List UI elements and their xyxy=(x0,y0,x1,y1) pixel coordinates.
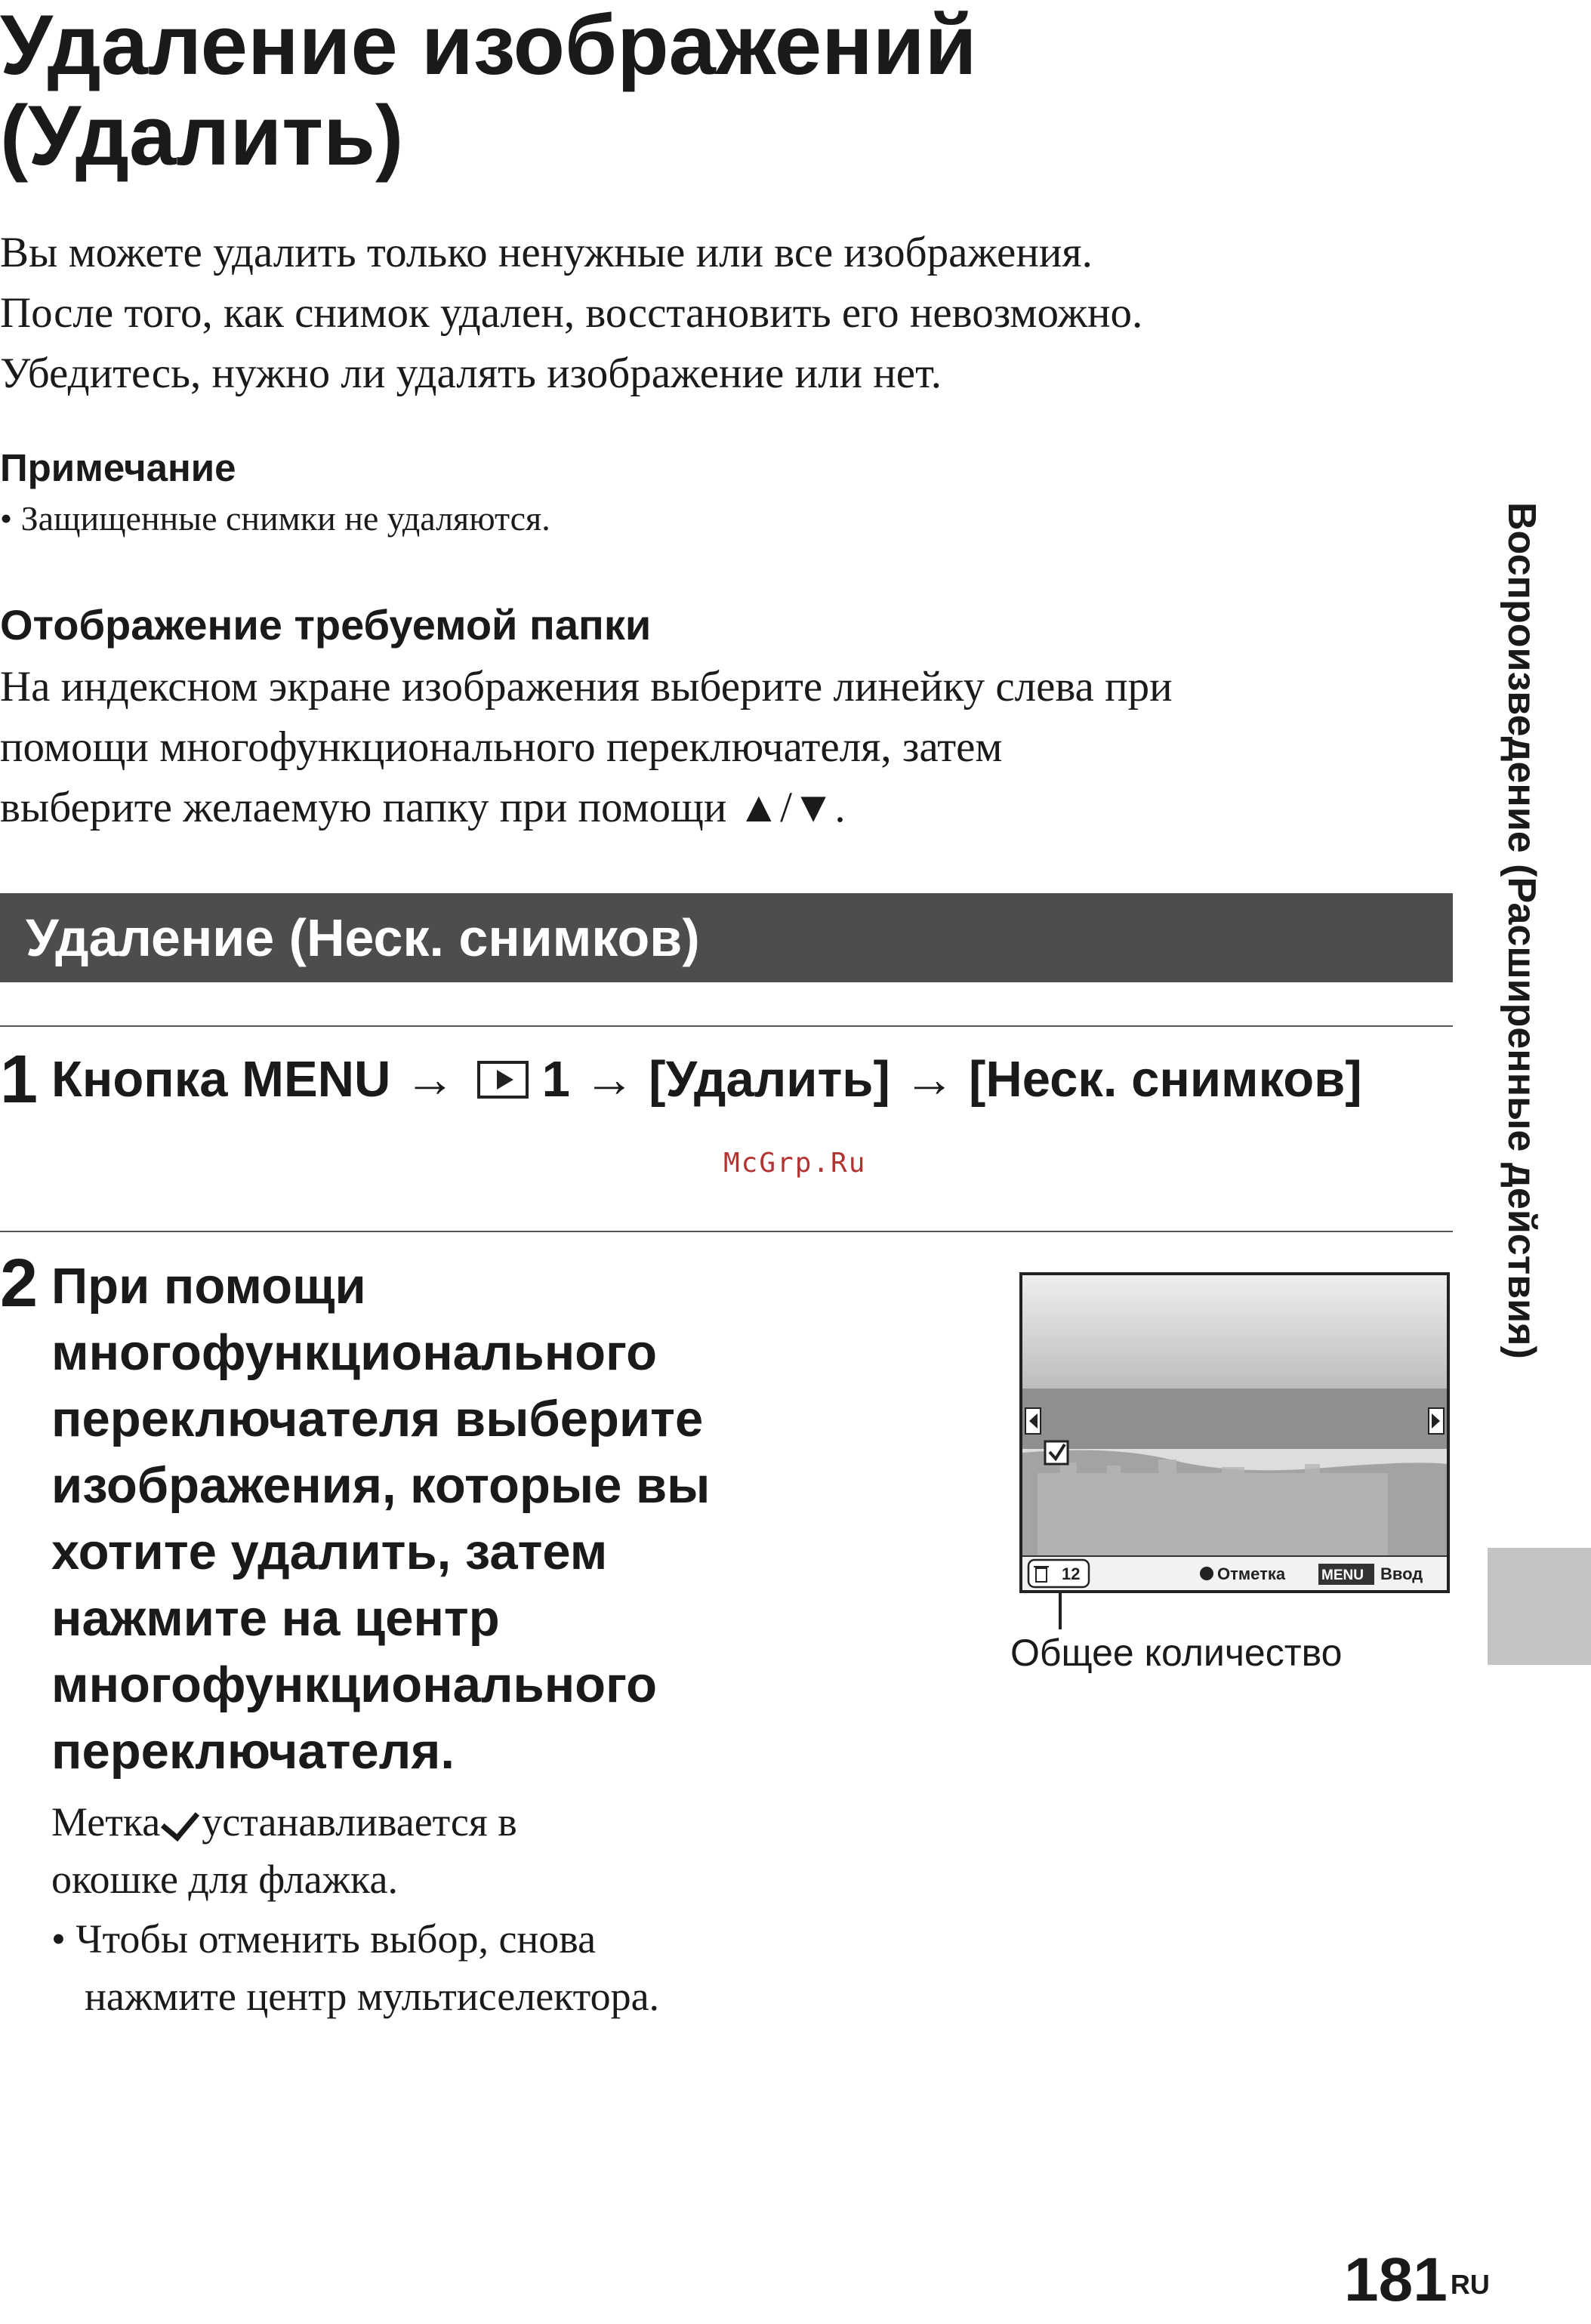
folder-heading: Отображение требуемой папки xyxy=(0,601,652,649)
divider-step-1 xyxy=(0,1025,1453,1027)
step-1-text-b: → [Удалить] → [Неск. снимков] xyxy=(569,1051,1362,1108)
step-2-line: изображения, которые вы xyxy=(51,1457,711,1514)
note-heading: Примечание xyxy=(0,446,236,489)
step-2-line: нажмите на центр xyxy=(51,1590,500,1647)
step-1-text-a: Кнопка MENU → xyxy=(51,1051,470,1108)
playback-menu-icon xyxy=(477,1061,529,1099)
page-lang: RU xyxy=(1450,2269,1490,2300)
side-tab-marker xyxy=(1488,1548,1591,1665)
step-2-number: 2 xyxy=(0,1246,39,1321)
caption-pointer xyxy=(1059,1592,1062,1629)
page-title xyxy=(0,0,976,181)
folder-line-2: помощи многофункционального переключателя, затем xyxy=(0,723,1003,771)
enter-label: Ввод xyxy=(1380,1564,1423,1583)
checkmark-icon xyxy=(161,1802,199,1842)
page-number xyxy=(1344,2246,1490,2314)
step-2-line: хотите удалить, затем xyxy=(51,1524,608,1580)
result-text-a: Метка xyxy=(51,1799,161,1845)
watermark: McGrp.Ru xyxy=(723,1148,867,1179)
intro-line-3: Убедитесь, нужно ли удалять изображение или нет. xyxy=(0,350,942,397)
menu-key: MENU xyxy=(1321,1567,1364,1583)
step-2-line: многофункционального xyxy=(51,1324,658,1381)
intro-paragraph xyxy=(0,223,1142,404)
folder-paragraph xyxy=(0,657,1173,838)
step-2-line: При помощи xyxy=(51,1258,366,1315)
step-1-instruction xyxy=(51,1046,1441,1114)
step-2-line: многофункционального xyxy=(51,1657,658,1713)
title-line-1: Удаление изображений xyxy=(0,0,977,92)
caption-total-count: Общее количество xyxy=(1010,1632,1343,1674)
result-text-c: окошке для флажка. xyxy=(51,1857,398,1902)
note-text: • Защищенные снимки не удаляются. xyxy=(0,499,550,538)
section-banner: Удаление (Неск. снимков) xyxy=(0,893,1453,982)
divider-step-2 xyxy=(0,1231,1453,1232)
folder-line-1: На индексном экране изображения выберите линейку слева при xyxy=(0,663,1173,710)
bullet-line-1: • Чтобы отменить выбор, снова xyxy=(51,1916,597,1962)
bullet-line-2: нажмите центр мультиселектора. xyxy=(85,1974,660,2019)
center-button-icon xyxy=(1200,1567,1213,1580)
page-number-value: 181 xyxy=(1344,2245,1448,2314)
step-2-instruction xyxy=(51,1253,710,1785)
result-text-b: устанавливается в xyxy=(202,1799,517,1845)
mark-label: Отметка xyxy=(1217,1564,1286,1583)
step-1-menu-tab: 1 xyxy=(541,1051,570,1108)
step-1-number: 1 xyxy=(0,1042,39,1117)
side-tab-text: Воспроизведение (Расширенные действия) xyxy=(1500,502,1543,1359)
intro-line-2: После того, как снимок удален, восстановить его невозможно. xyxy=(0,289,1143,337)
houses xyxy=(1038,1459,1388,1556)
title-line-2: (Удалить) xyxy=(0,88,404,183)
folder-line-3: выберите желаемую папку при помощи ▲/▼. xyxy=(0,784,846,831)
camera-screen xyxy=(1019,1272,1450,1593)
delete-count: 12 xyxy=(1062,1564,1081,1583)
intro-line-1: Вы можете удалить только ненужные или все изображения. xyxy=(0,229,1093,276)
step-2-line: переключателя. xyxy=(51,1723,455,1780)
step-2-bullet xyxy=(51,1910,659,2025)
step-2-line: переключателя выберите xyxy=(51,1391,704,1447)
step-2-result xyxy=(51,1793,517,1908)
sky xyxy=(1022,1275,1447,1389)
sea xyxy=(1022,1389,1447,1449)
